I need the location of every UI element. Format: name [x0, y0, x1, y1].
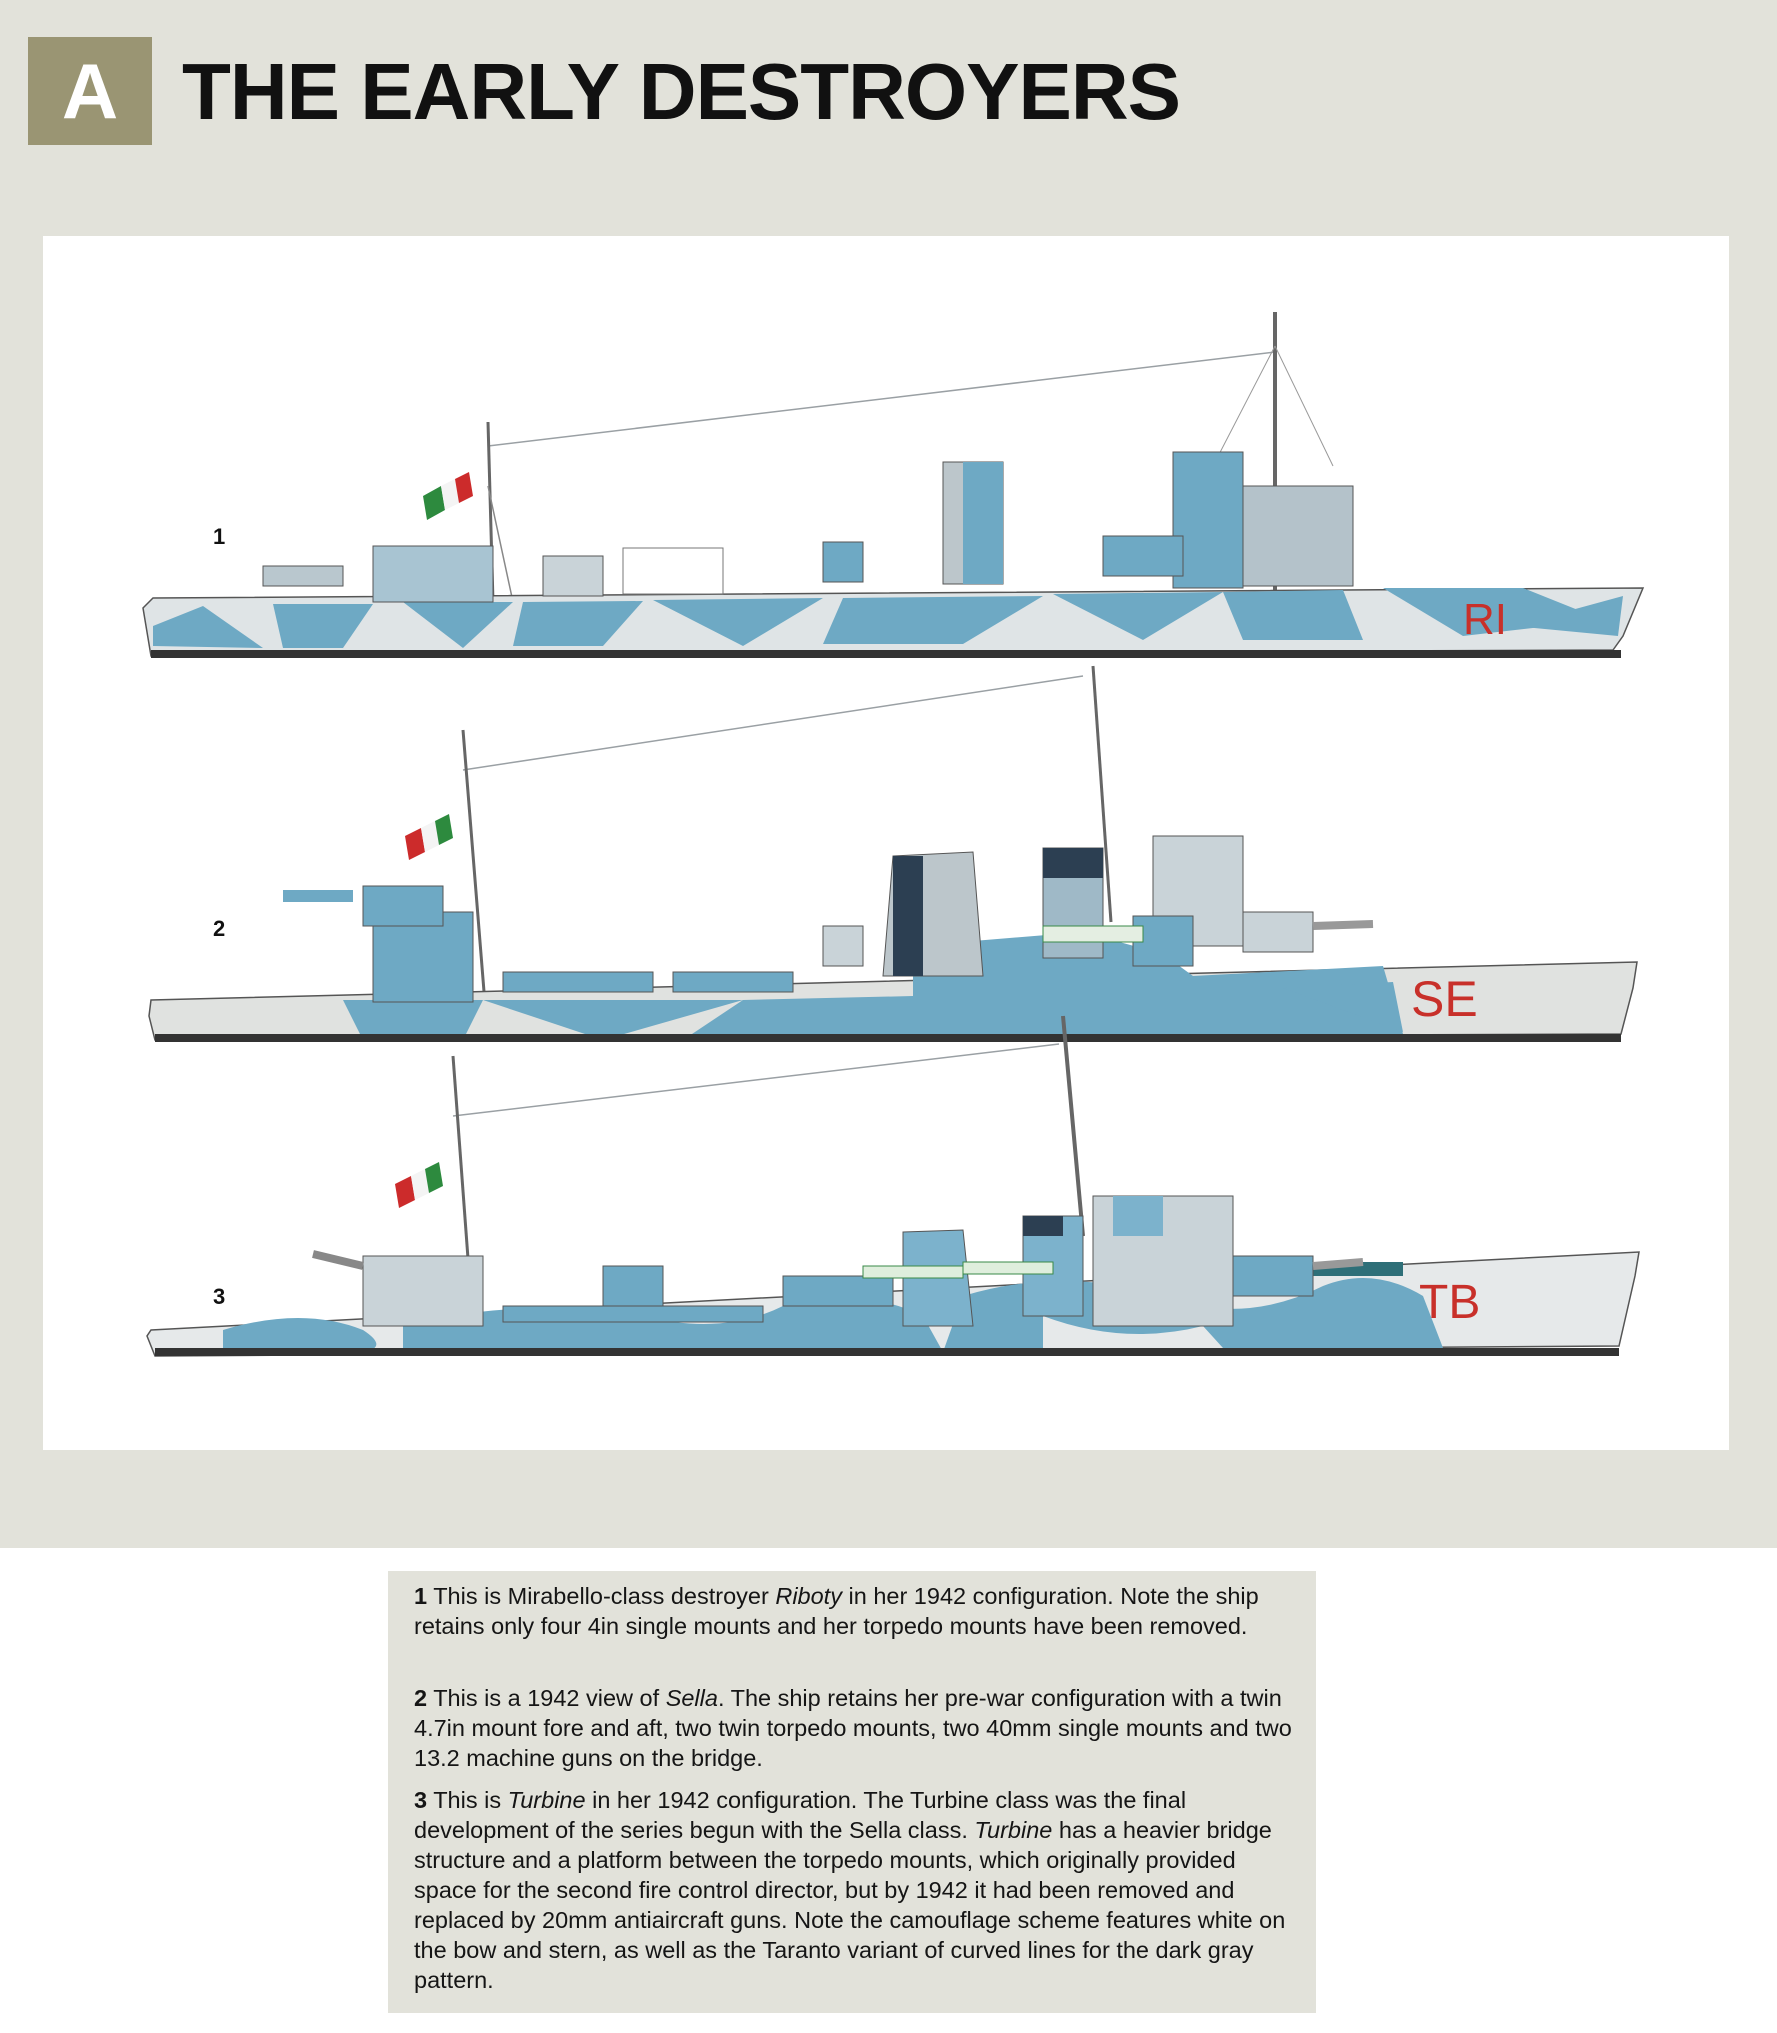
ship-profiles-illustration: [43, 236, 1729, 1450]
svg-text:3: 3: [213, 1284, 226, 1309]
caption-ship-1: 1 This is Mirabello-class destroyer Riboty in her 1942 configuration. Note the ship retains only four 4in single mounts and her torpedo mounts have been removed.: [414, 1583, 1259, 1639]
svg-text:RI: RI: [1463, 595, 1507, 644]
svg-text:SE: SE: [1411, 971, 1478, 1027]
ship-2-profile: [149, 666, 1637, 1042]
svg-text:2: 2: [213, 916, 226, 941]
plate-title: THE EARLY DESTROYERS: [182, 47, 1181, 136]
caption-ship-3: 3 This is Turbine in her 1942 configuration. The Turbine class was the final development of the series begun with the Sella class. Turbine has a heavier bridge structure and a platform between the torpedo mounts, which originally provided space for the second fire control director, but by 1942 it had been removed and replaced by 20mm antiaircraft guns. Note the camouflage scheme features white on the bow and stern, as well as the Taranto variant of curved lines for the dark gray pattern.: [414, 1787, 1286, 1993]
svg-text:TB: TB: [1419, 1276, 1481, 1329]
ship-1-profile: [143, 312, 1643, 658]
ship-illustration-panel: [43, 236, 1729, 1450]
plate-letter-badge: A: [28, 37, 152, 145]
ship-3-profile: [147, 1016, 1639, 1356]
caption-ship-2: 2 This is a 1942 view of Sella. The ship retains her pre-war configuration with a twin 4.7in mount fore and aft, two twin torpedo mounts, two 40mm single mounts and two 13.2 machine guns on the bridge.: [414, 1685, 1292, 1771]
svg-text:1: 1: [213, 524, 226, 549]
caption-box: [388, 1571, 1316, 2013]
